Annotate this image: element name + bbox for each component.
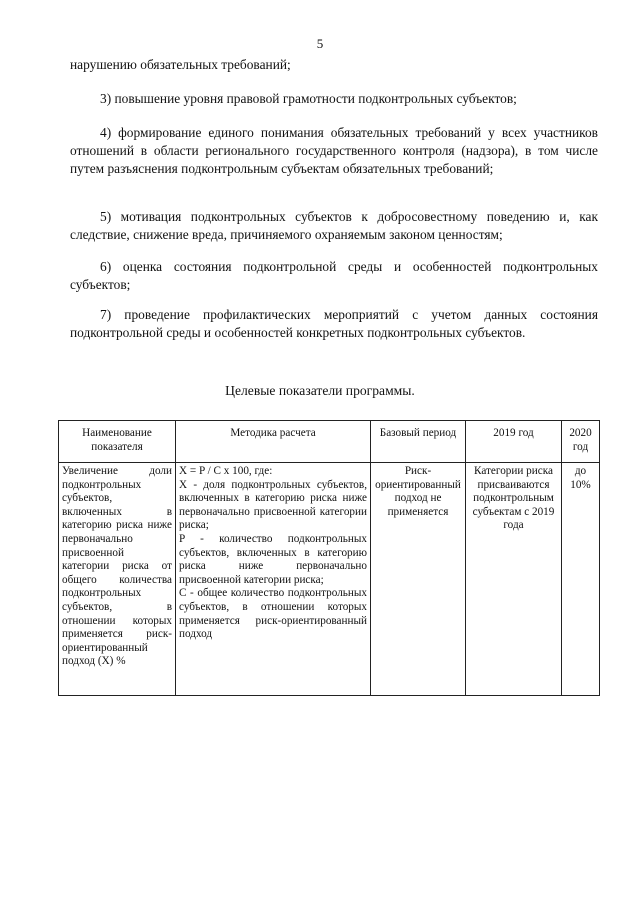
paragraph-item-5: 5) мотивация подконтрольных субъектов к добросовестному поведению и, как следствие, снижение вреда, причиняемого охраняемым законом ценностям; <box>70 209 598 242</box>
cell-indicator: Увеличение доли подконтрольных субъектов, включенных в категорию риска ниже первоначально присвоенной категории риска от общего количества подконтрольных субъектов, в отношении которых применяется риск-ориентированный подход (X) % <box>59 463 176 696</box>
method-formula: X = P / C х 100, где: <box>179 465 273 477</box>
header-indicator-name: Наименование показателя <box>59 421 176 463</box>
cell-method <box>176 463 371 696</box>
cell-2019: Категории риска присваиваются подконтрольным субъектам с 2019 года <box>466 463 562 696</box>
paragraph-item-4: 4) формирование единого понимания обязательных требований у всех участников отношений в области регионального государственного контроля (надзора), в том числе путем разъяснения подконтрольным субъектам обязательных требований; <box>70 125 598 176</box>
header-base-period: Базовый период <box>371 421 466 463</box>
cell-2020: до 10% <box>562 463 600 696</box>
paragraph-item-3: 3) повышение уровня правовой грамотности подконтрольных субъектов; <box>100 91 517 106</box>
method-p-definition: P - количество подконтрольных субъектов, включенных в категорию риска ниже первоначально присвоенной категории риска; <box>179 532 367 586</box>
paragraph-item-6: 6) оценка состояния подконтрольной среды и особенностей подконтрольных субъектов; <box>70 259 598 292</box>
cell-base-period: Риск-ориентированный подход не применяется <box>371 463 466 696</box>
paragraph-item-7: 7) проведение профилактических мероприятий с учетом данных состояния подконтрольной среды и особенностей конкретных подконтрольных субъектов. <box>70 307 598 340</box>
method-c-definition: С - общее количество подконтрольных субъектов, в отношении которых применяется риск-ориентированный подход <box>179 587 367 641</box>
table-header-row <box>59 421 600 463</box>
table-row <box>59 463 600 696</box>
paragraph-continuation: нарушению обязательных требований; <box>70 57 291 72</box>
method-x-definition: X - доля подконтрольных субъектов, включенных в категорию риска ниже первоначально присвоенной категории риска; <box>179 478 367 532</box>
table-title: Целевые показатели программы. <box>225 383 415 398</box>
indicators-table <box>58 420 600 696</box>
header-2019: 2019 год <box>466 421 562 463</box>
header-method: Методика расчета <box>176 421 371 463</box>
header-2020: 2020 год <box>562 421 600 463</box>
page-number: 5 <box>316 36 324 51</box>
